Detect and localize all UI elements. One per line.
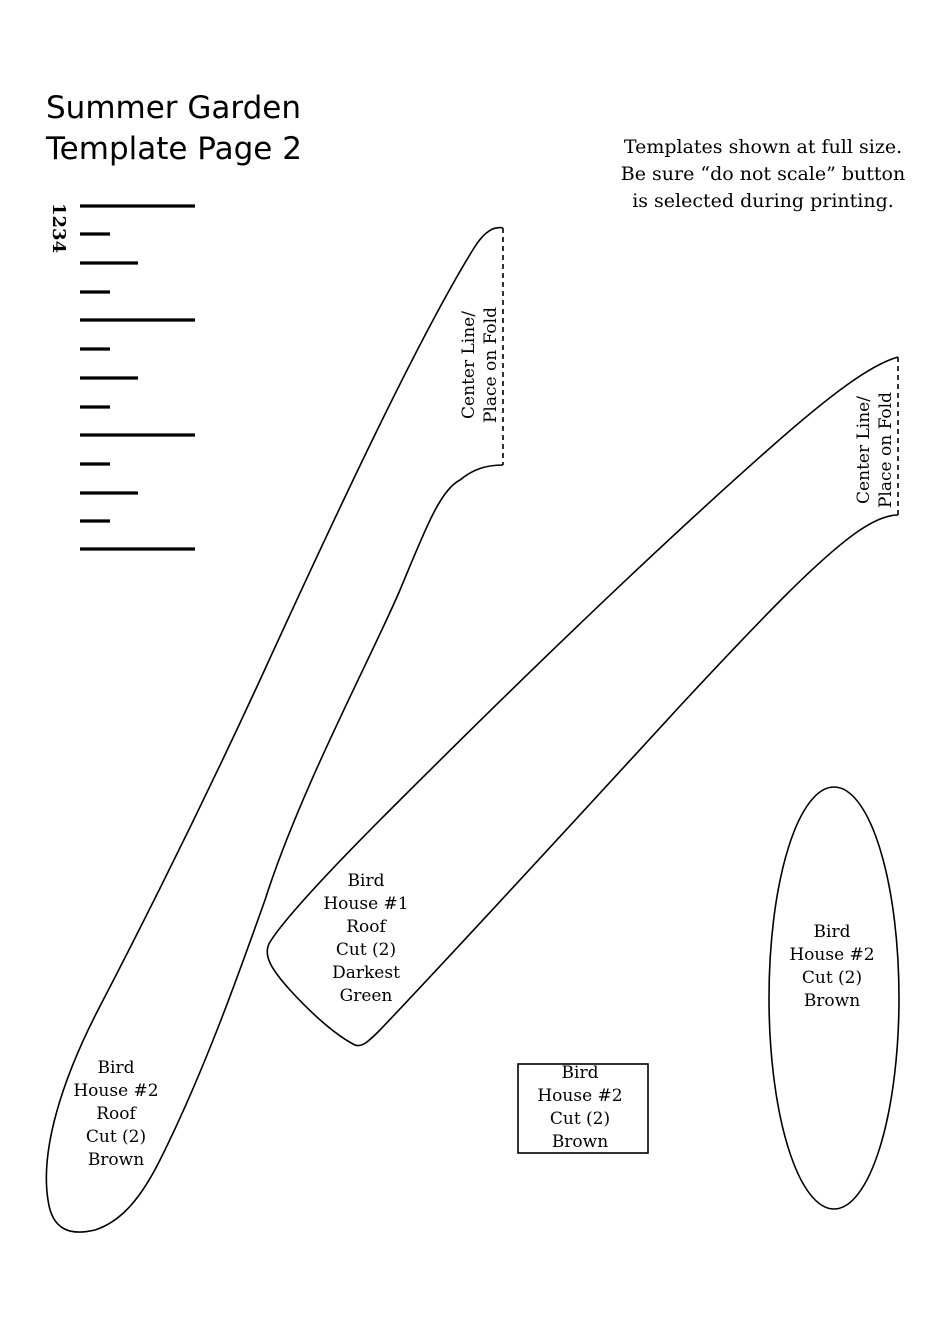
label-line: Brown — [551, 1132, 609, 1152]
label-line: House #2 — [789, 945, 875, 965]
label-line: House #2 — [73, 1081, 159, 1101]
label-line: Bird — [347, 871, 385, 891]
center-line-label-line-1: Center Line/ — [854, 396, 874, 504]
label-line: Green — [339, 986, 393, 1006]
ruler-numbers: 1234 — [48, 203, 69, 254]
label-line: Roof — [96, 1104, 136, 1124]
label-line: Bird — [813, 922, 851, 942]
print-note-line-2: Be sure “do not scale” button — [620, 163, 906, 185]
measuring-ruler — [80, 206, 195, 549]
center-line-label-roof-1 — [853, 390, 897, 510]
label-line: Darkest — [332, 963, 400, 983]
label-line: Roof — [346, 917, 386, 937]
bird-house-2-oval-label — [778, 921, 886, 1013]
page-title-line-1: Summer Garden — [46, 90, 302, 126]
center-line-label-line-2: Place on Fold — [876, 392, 896, 509]
label-line: Bird — [561, 1063, 599, 1083]
label-line: Cut (2) — [549, 1109, 611, 1129]
center-line-label-roof-2 — [458, 305, 502, 425]
print-note-line-3: is selected during printing. — [632, 190, 894, 212]
label-line: Cut (2) — [335, 940, 397, 960]
bird-house-2-rectangle-label — [526, 1062, 634, 1154]
label-line: Cut (2) — [801, 968, 863, 988]
center-line-label-line-2: Place on Fold — [481, 307, 501, 424]
page-title-line-2: Template Page 2 — [46, 131, 302, 167]
label-line: Bird — [97, 1058, 135, 1078]
bird-house-1-roof-label — [312, 870, 420, 1008]
print-note-line-1: Templates shown at full size. — [623, 136, 903, 158]
label-line: Brown — [87, 1150, 145, 1170]
bird-house-2-roof-label — [62, 1057, 170, 1172]
label-line: House #1 — [323, 894, 409, 914]
label-line: Brown — [803, 991, 861, 1011]
center-line-label-line-1: Center Line/ — [459, 311, 479, 419]
label-line: Cut (2) — [85, 1127, 147, 1147]
label-line: House #2 — [537, 1086, 623, 1106]
